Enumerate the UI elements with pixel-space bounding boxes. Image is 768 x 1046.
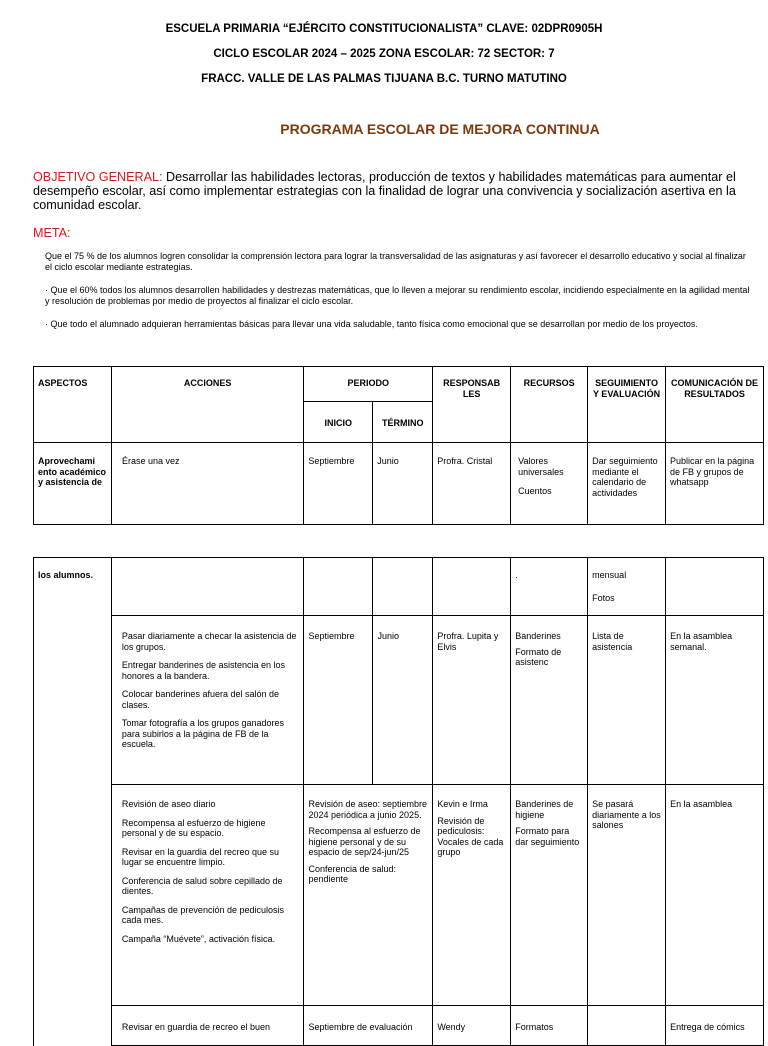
recurso-item: Formato para dar seguimiento [515, 826, 580, 847]
accion-item: Entregar banderines de asistencia en los honores a la bandera. [121, 660, 285, 681]
cell-responsable [433, 558, 511, 616]
accion-item: Pasar diariamente a checar la asistencia de los grupos. [121, 631, 297, 652]
page-title: PROGRAMA ESCOLAR DE MEJORA CONTINUA [280, 121, 600, 137]
objective-text: Desarrollar las habilidades lectoras, producción de textos y habilidades matemáticas para aumentar el desempeño escolar, así como implementar estrategias con la finalidad de lograr una convivencia y socialización asertiva en la comunidad escolar. [33, 170, 736, 212]
cell-termino [373, 558, 433, 616]
cell-recursos [511, 785, 588, 1006]
header-seguimiento: SEGUIMIENTO Y EVALUACIÓN [588, 367, 666, 443]
cell-inicio: Septiembre [304, 443, 373, 525]
objective-label: OBJETIVO GENERAL: [33, 170, 163, 184]
cell-accion [111, 558, 304, 616]
header-periodo: PERIODO [304, 367, 433, 402]
cell-periodo [304, 785, 433, 1006]
cell-accion: Revisar en guardia de recreo el buen [111, 1006, 304, 1046]
school-address: FRACC. VALLE DE LAS PALMAS TIJUANA B.C. TURNO MATUTINO [201, 73, 567, 85]
accion-item: Conferencia de salud sobre cepillado de dientes. [121, 875, 283, 896]
cell-seguimiento: Dar seguimiento mediante el calendario de actividades [588, 443, 666, 525]
cell-aspecto: Aprovechami ento académico y asistencia de [34, 443, 112, 525]
cell-recursos [511, 443, 588, 525]
table-row [34, 1006, 764, 1046]
cell-responsable [433, 785, 511, 1006]
cell-acciones [111, 616, 304, 785]
action-plan-table-1 [33, 366, 764, 525]
cell-seguimiento [588, 558, 666, 616]
seguimiento-item: mensual [592, 570, 627, 580]
responsable-item: Kevin e Irma [437, 799, 488, 809]
table-row [34, 558, 764, 616]
meta-item-1: Que el 75 % de los alumnos logren consolidar la comprensión lectora para lograr la transversalidad de las asignaturas y así favorecer el desarrollo educativo y social al finalizar el ciclo escolar mediante estrategias. [45, 251, 746, 272]
header-aspectos: ASPECTOS [34, 367, 112, 443]
accion-item: Campañas de prevención de pediculosis cada mes. [121, 904, 284, 925]
cell-acciones [111, 785, 304, 1006]
meta-label: META: [33, 226, 71, 240]
header-acciones: ACCIONES [111, 367, 303, 443]
cell-termino: Junio [373, 616, 433, 785]
cell-comunicacion: En la asamblea semanal. [666, 616, 764, 785]
meta-item-2: · Que el 60% todos los alumnos desarrollen habilidades y destrezas matemáticas, que lo lleven a mejorar su rendimiento escolar, incidiendo especialmente en la agilidad mental y resolución de problemas por medio de proyectos al finalizar el ciclo escolar. [45, 285, 750, 306]
cell-responsable: Profra. Lupita y Elvis [433, 616, 511, 785]
cell-seguimiento: Se pasará diariamente a los salones [588, 785, 666, 1006]
action-plan-table-2 [33, 557, 764, 1046]
cell-recursos [511, 616, 588, 785]
cell-recursos: . [511, 558, 588, 616]
recurso-item: Cuentos [518, 486, 552, 496]
accion-item: Revisar en la guardia del recreo que su lugar se encuentre limpio. [121, 846, 279, 867]
accion-item: Revisión de aseo diario [121, 799, 216, 809]
cell-comunicacion [666, 558, 764, 616]
accion-item: Tomar fotografía a los grupos ganadores para subirlos a la página de FB de la escuela. [121, 718, 284, 749]
periodo-item: Revisión de aseo: septiembre 2024 periódica a junio 2025. [308, 799, 428, 820]
header-recursos: RECURSOS [511, 367, 588, 443]
cell-comunicacion: Publicar en la página de FB y grupos de whatsapp [666, 443, 764, 525]
header-responsables: RESPONSAB LES [433, 367, 511, 443]
cell-recursos: Formatos [511, 1006, 588, 1046]
seguimiento-item: Fotos [592, 592, 615, 603]
meta-item-3: · Que todo el alumnado adquieran herramientas básicas para llevar una vida saludable, tanto física como emocional que se desarrollan por medio de los proyectos. [45, 319, 698, 329]
header-inicio: INICIO [304, 402, 373, 443]
responsable-item: Revisión de pediculosis: Vocales de cada grupo [437, 815, 504, 857]
cell-aspecto: los alumnos. [34, 558, 112, 1046]
cell-inicio: Septiembre [304, 616, 373, 785]
cell-termino: Junio [373, 443, 433, 525]
cell-inicio [304, 558, 373, 616]
table-row [34, 443, 764, 525]
school-name: ESCUELA PRIMARIA “EJÉRCITO CONSTITUCIONALISTA” CLAVE: 02DPR0905H [165, 23, 603, 35]
cell-seguimiento [588, 1006, 666, 1046]
recurso-item: Formato de asistenc [515, 646, 562, 667]
objective-paragraph [33, 170, 753, 212]
periodo-item: Conferencia de salud: pendiente [308, 863, 397, 884]
recurso-item: Banderines [515, 631, 561, 641]
cell-periodo: Septiembre de evaluación [304, 1006, 433, 1046]
header-termino: TÉRMINO [373, 402, 433, 443]
periodo-item: Recompensa al esfuerzo de higiene personal y de su espacio de sep/24-jun/25 [308, 826, 421, 857]
accion-item: Campaña “Muévete”, activación física. [121, 933, 275, 944]
table-row [34, 616, 764, 785]
recurso-item: Banderines de higiene [515, 799, 574, 820]
school-cycle: CICLO ESCOLAR 2024 – 2025 ZONA ESCOLAR: 72 SECTOR: 7 [213, 48, 555, 60]
accion-item: Recompensa al esfuerzo de higiene personal y de su espacio. [121, 817, 266, 838]
cell-seguimiento: Lista de asistencia [588, 616, 666, 785]
cell-comunicacion: En la asamblea [666, 785, 764, 1006]
cell-accion: Érase una vez [111, 443, 303, 525]
recurso-item: Valores universales [518, 456, 564, 477]
cell-comunicacion: Entrega de cómics [666, 1006, 764, 1046]
header-comunicacion: COMUNICACIÓN DE RESULTADOS [666, 367, 764, 443]
cell-responsable: Wendy [433, 1006, 511, 1046]
table-row [34, 785, 764, 1006]
cell-responsable: Profra. Cristal [433, 443, 511, 525]
accion-item: Colocar banderines afuera del salón de clases. [121, 689, 279, 710]
